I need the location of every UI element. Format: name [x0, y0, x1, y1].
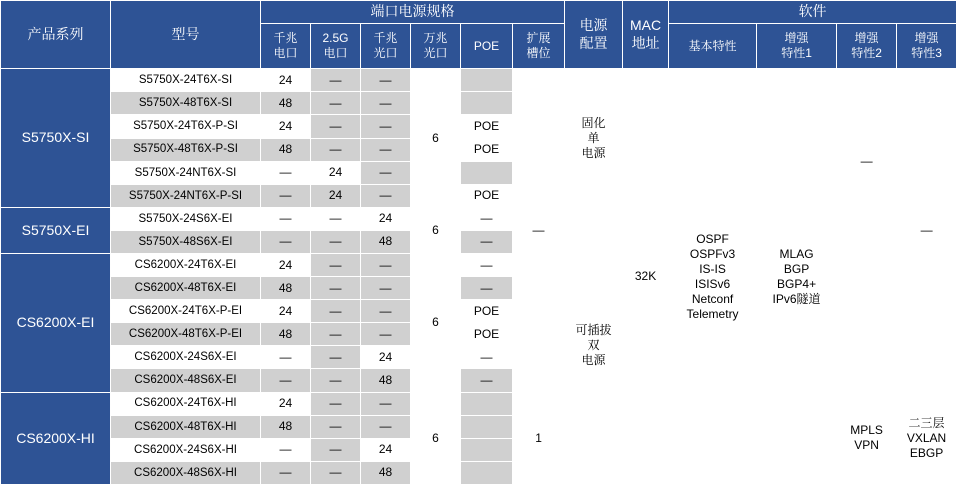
poe-cell: —	[461, 369, 513, 392]
header-group-software: 软件	[669, 1, 957, 24]
gigabit-copper-cell: 24	[261, 300, 311, 323]
poe-cell	[461, 438, 513, 461]
enhanced2-item: VPN	[854, 438, 879, 453]
poe-cell: —	[461, 254, 513, 277]
g25-copper-cell: —	[311, 277, 361, 300]
power-config-line2: 单	[587, 130, 600, 145]
tengig-fiber-cell: 6	[411, 69, 461, 208]
model-cell: CS6200X-48T6X-HI	[111, 415, 261, 438]
power-config-line3: 电源	[581, 145, 606, 160]
model-cell: CS6200X-48S6X-EI	[111, 369, 261, 392]
enhanced1-item: BGP4+	[777, 276, 817, 291]
model-cell: CS6200X-48T6X-EI	[111, 277, 261, 300]
header-tengig-fiber	[411, 24, 461, 69]
header-tengig-fiber-line1: 万兆	[423, 31, 448, 46]
g25-copper-cell: —	[311, 415, 361, 438]
basic-feature-item: Telemetry	[686, 306, 739, 321]
header-25g-copper-line1: 2.5G	[322, 31, 349, 46]
g25-copper-cell: —	[311, 230, 361, 253]
header-25g-copper	[311, 24, 361, 69]
header-gigabit-fiber-line1: 千兆	[373, 31, 398, 46]
g25-copper-cell: —	[311, 392, 361, 415]
g25-copper-cell: 24	[311, 161, 361, 184]
poe-cell: —	[461, 207, 513, 230]
header-group-port-power: 端口电源规格	[261, 1, 565, 24]
enhanced3-item: 二三层	[908, 415, 945, 430]
poe-cell: POE	[461, 115, 513, 138]
model-cell: S5750X-48T6X-SI	[111, 92, 261, 115]
g25-copper-cell: —	[311, 461, 361, 484]
power-config-line1: 可插拔	[575, 323, 612, 338]
header-enhanced2-line2: 特性2	[851, 46, 882, 61]
model-cell: CS6200X-24T6X-P-EI	[111, 300, 261, 323]
header-row-groups	[1, 1, 957, 24]
gigabit-copper-cell: 24	[261, 69, 311, 92]
model-cell: CS6200X-48T6X-P-EI	[111, 323, 261, 346]
gigabit-copper-cell: 24	[261, 392, 311, 415]
gigabit-copper-cell: —	[261, 438, 311, 461]
g25-copper-cell: —	[311, 369, 361, 392]
header-power-config-line1: 电源	[579, 17, 608, 34]
gigabit-copper-cell: 24	[261, 115, 311, 138]
poe-cell	[461, 92, 513, 115]
header-poe	[461, 24, 513, 69]
model-cell: S5750X-48T6X-P-SI	[111, 138, 261, 161]
gigabit-copper-cell: —	[261, 369, 311, 392]
header-power-config-line2: 配置	[579, 34, 608, 51]
header-power-config	[565, 1, 623, 69]
model-cell: CS6200X-24T6X-EI	[111, 254, 261, 277]
enhanced2-item: MPLS	[850, 423, 883, 438]
poe-cell: —	[461, 346, 513, 369]
poe-cell	[461, 415, 513, 438]
gigabit-fiber-cell: —	[361, 392, 411, 415]
gigabit-fiber-cell: —	[361, 323, 411, 346]
poe-cell: POE	[461, 323, 513, 346]
g25-copper-cell: —	[311, 138, 361, 161]
enhanced1-item: BGP	[783, 261, 810, 276]
enhanced1-item: MLAG	[779, 246, 814, 261]
model-cell: CS6200X-48S6X-HI	[111, 461, 261, 484]
enhanced3-cell-top: —	[897, 69, 957, 392]
header-expansion-slot	[513, 24, 565, 69]
enhanced1-item: IPv6隧道	[772, 291, 821, 306]
enhanced3-cell-bottom	[897, 392, 957, 484]
gigabit-fiber-cell: —	[361, 184, 411, 207]
gigabit-copper-cell: —	[261, 230, 311, 253]
poe-cell: —	[461, 277, 513, 300]
header-25g-copper-line2: 电口	[323, 46, 348, 61]
gigabit-fiber-cell: —	[361, 69, 411, 92]
gigabit-copper-cell: —	[261, 184, 311, 207]
gigabit-copper-cell: 24	[261, 254, 311, 277]
header-enhanced1	[757, 24, 837, 69]
tengig-fiber-cell: 6	[411, 254, 461, 393]
gigabit-fiber-cell: —	[361, 115, 411, 138]
header-gigabit-fiber	[361, 24, 411, 69]
model-cell: S5750X-48S6X-EI	[111, 230, 261, 253]
header-series: 产品系列	[1, 1, 111, 69]
g25-copper-cell: —	[311, 438, 361, 461]
header-gigabit-copper	[261, 24, 311, 69]
gigabit-copper-cell: —	[261, 461, 311, 484]
header-mac-line2: 地址	[631, 34, 660, 51]
basic-feature-item: OSPF	[696, 231, 729, 246]
gigabit-fiber-cell: —	[361, 277, 411, 300]
model-cell: CS6200X-24S6X-HI	[111, 438, 261, 461]
header-poe-line1: POE	[473, 38, 500, 53]
gigabit-copper-cell: 48	[261, 92, 311, 115]
basic-feature-item: ISISv6	[694, 276, 731, 291]
header-gigabit-copper-line1: 千兆	[273, 31, 298, 46]
power-config-line1: 固化	[581, 115, 606, 130]
model-cell: S5750X-24T6X-P-SI	[111, 115, 261, 138]
series-cs6200x-hi: CS6200X-HI	[1, 392, 111, 484]
header-enhanced2-line1: 增强	[854, 31, 879, 46]
gigabit-copper-cell: —	[261, 207, 311, 230]
gigabit-fiber-cell: 24	[361, 438, 411, 461]
g25-copper-cell: —	[311, 92, 361, 115]
basic-features-cell	[669, 69, 757, 485]
header-mac	[623, 1, 669, 69]
gigabit-fiber-cell: —	[361, 161, 411, 184]
g25-copper-cell: —	[311, 300, 361, 323]
poe-cell	[461, 461, 513, 484]
enhanced2-cell-mpls	[837, 392, 897, 484]
gigabit-copper-cell: 48	[261, 277, 311, 300]
power-config-cell	[565, 69, 623, 208]
model-cell: S5750X-24NT6X-P-SI	[111, 184, 261, 207]
gigabit-fiber-cell: —	[361, 415, 411, 438]
enhanced3-item: VXLAN	[906, 430, 947, 445]
header-enhanced3	[897, 24, 957, 69]
table-row	[1, 69, 957, 92]
power-config-line3: 电源	[581, 353, 606, 368]
gigabit-fiber-cell: —	[361, 92, 411, 115]
gigabit-fiber-cell: —	[361, 300, 411, 323]
poe-cell: POE	[461, 138, 513, 161]
header-enhanced1-line2: 特性1	[781, 46, 812, 61]
model-cell: S5750X-24S6X-EI	[111, 207, 261, 230]
basic-feature-item: IS-IS	[699, 261, 726, 276]
g25-copper-cell: —	[311, 207, 361, 230]
model-cell: CS6200X-24T6X-HI	[111, 392, 261, 415]
header-basic-features	[669, 24, 757, 69]
gigabit-copper-cell: —	[261, 346, 311, 369]
header-enhanced1-line1: 增强	[784, 31, 809, 46]
poe-cell: POE	[461, 300, 513, 323]
g25-copper-cell: —	[311, 346, 361, 369]
basic-feature-item: OSPFv3	[689, 246, 736, 261]
header-basic-features-line1: 基本特性	[688, 38, 737, 53]
power-config-line2: 双	[587, 338, 600, 353]
mac-cell: 32K	[623, 69, 669, 485]
poe-cell	[461, 69, 513, 92]
gigabit-fiber-cell: —	[361, 138, 411, 161]
series-s5750x-si: S5750X-SI	[1, 69, 111, 208]
poe-cell: POE	[461, 184, 513, 207]
gigabit-fiber-cell: 48	[361, 461, 411, 484]
header-gigabit-fiber-line2: 光口	[373, 46, 398, 61]
gigabit-fiber-cell: 48	[361, 230, 411, 253]
basic-feature-item: Netconf	[691, 291, 734, 306]
poe-cell	[461, 161, 513, 184]
enhanced2-cell-top: —	[837, 69, 897, 254]
g25-copper-cell: —	[311, 115, 361, 138]
model-cell: S5750X-24NT6X-SI	[111, 161, 261, 184]
expansion-slot-cell-hi: 1	[513, 392, 565, 484]
header-expansion-slot-line1: 扩展	[526, 31, 551, 46]
gigabit-copper-cell: —	[261, 161, 311, 184]
header-tengig-fiber-line2: 光口	[423, 46, 448, 61]
g25-copper-cell: —	[311, 254, 361, 277]
gigabit-copper-cell: 48	[261, 415, 311, 438]
header-enhanced3-line1: 增强	[914, 31, 939, 46]
poe-cell	[461, 392, 513, 415]
header-mac-line1: MAC	[630, 17, 662, 34]
poe-cell: —	[461, 230, 513, 253]
gigabit-copper-cell: 48	[261, 323, 311, 346]
header-enhanced2	[837, 24, 897, 69]
g25-copper-cell: —	[311, 323, 361, 346]
gigabit-fiber-cell: —	[361, 254, 411, 277]
expansion-slot-cell: —	[513, 69, 565, 392]
series-s5750x-ei: S5750X-EI	[1, 207, 111, 253]
header-expansion-slot-line2: 槽位	[526, 46, 551, 61]
g25-copper-cell: —	[311, 69, 361, 92]
gigabit-fiber-cell: 24	[361, 207, 411, 230]
tengig-fiber-cell: 6	[411, 392, 461, 484]
gigabit-fiber-cell: 24	[361, 346, 411, 369]
tengig-fiber-cell: 6	[411, 207, 461, 253]
g25-copper-cell: 24	[311, 184, 361, 207]
header-model: 型号	[111, 1, 261, 69]
enhanced3-item: EBGP	[909, 445, 944, 460]
model-cell: S5750X-24T6X-SI	[111, 69, 261, 92]
model-cell: CS6200X-24S6X-EI	[111, 346, 261, 369]
enhanced1-cell	[757, 69, 837, 485]
power-config-cell	[565, 207, 623, 484]
gigabit-fiber-cell: 48	[361, 369, 411, 392]
header-gigabit-copper-line2: 电口	[273, 46, 298, 61]
series-cs6200x-ei: CS6200X-EI	[1, 254, 111, 393]
gigabit-copper-cell: 48	[261, 138, 311, 161]
header-enhanced3-line2: 特性3	[911, 46, 942, 61]
